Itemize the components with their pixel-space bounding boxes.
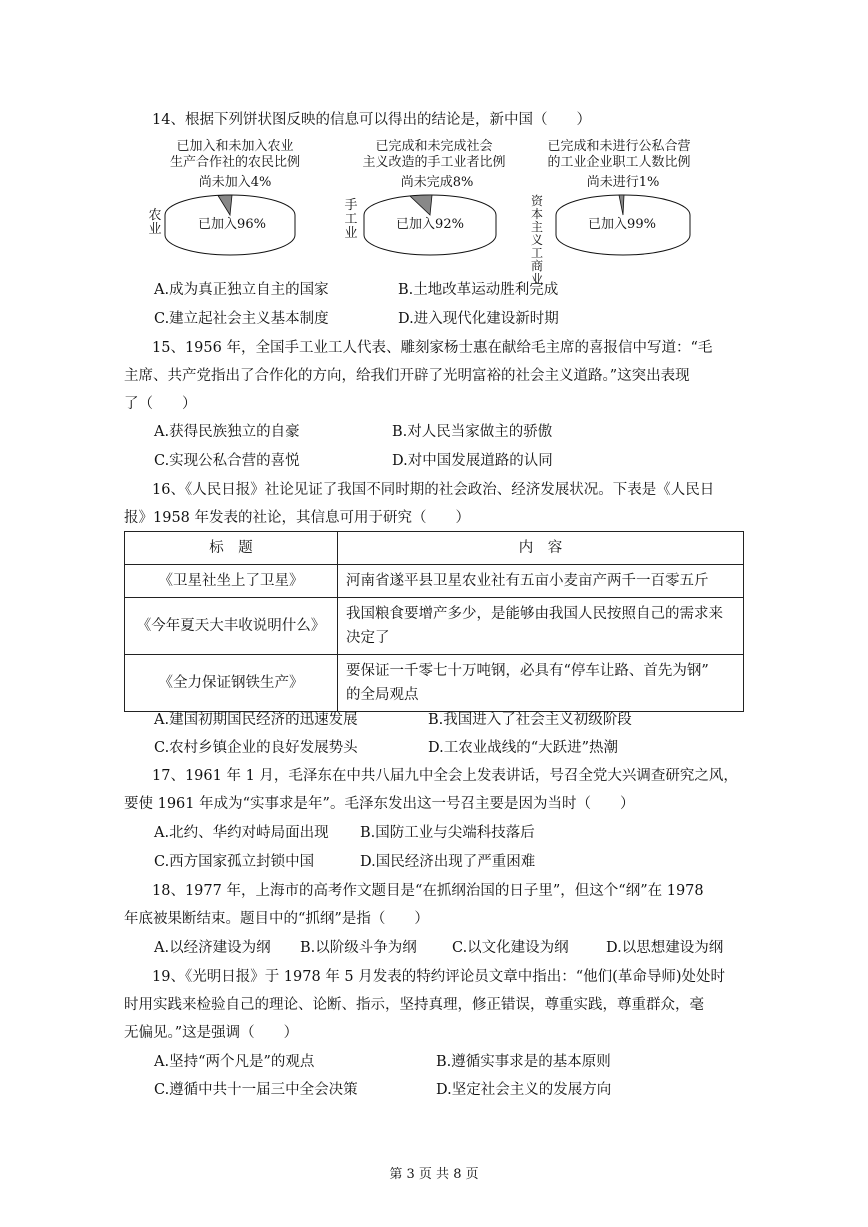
pie-caption-line1: 已加入和未加入农业 [176, 139, 294, 154]
content-line: 我国粮食要增产多少，是能够由我国人民按照自己的需求来 [346, 606, 723, 622]
content-line: 要保证一千零七十万吨钢，必具有“停车让路、首先为钢” [346, 663, 709, 679]
editorial-table [124, 531, 744, 712]
q16-option-b[interactable]: B.我国进入了社会主义初级阶段 [428, 712, 632, 728]
q15-stem-line1: 15、1956 年，全国手工业工人代表、雕刻家杨士惠在献给毛主席的喜报信中写道：“毛 [152, 340, 713, 356]
q17-option-b[interactable]: B.国防工业与尖端科技落后 [360, 825, 535, 841]
q19-option-b[interactable]: B.遵循实事求是的基本原则 [436, 1054, 611, 1070]
table-row [125, 655, 744, 712]
q19-stem-line2: 时用实践来检验自己的理论、论断、指示，坚持真理，修正错误，尊重实践，尊重群众，毫 [124, 997, 704, 1013]
pie-small-label: 尚未加入4% [198, 175, 272, 190]
q17-stem-line2: 要使 1961 年成为“实事求是年”。毛泽东发出这一号召主要是因为当时（ ） [124, 796, 635, 812]
q18-option-b[interactable]: B.以阶级斗争为纲 [300, 940, 417, 956]
table-cell-title: 《全力保证钢铁生产》 [125, 655, 338, 712]
q19-stem-line1: 19、《光明日报》于 1978 年 5 月发表的特约评论员文章中指出：“他们(革命导师)处处时 [152, 969, 725, 985]
table-cell-content [338, 565, 744, 598]
table-cell-title: 《卫星社坐上了卫星》 [125, 565, 338, 598]
q16-stem-line1: 16、《人民日报》社论见证了我国不同时期的社会政治、经济发展状况。下表是《人民日 [152, 482, 715, 498]
q16-option-d[interactable]: D.工农业战线的“大跃进”热潮 [428, 740, 619, 756]
q15-option-a[interactable]: A.获得民族独立的自豪 [154, 424, 300, 440]
pie-chart-agriculture [150, 139, 330, 263]
q18-stem-line2: 年底被果断结束。题目中的“抓纲”是指（ ） [124, 911, 429, 927]
q16-option-a[interactable]: A.建国初期国民经济的迅速发展 [154, 712, 358, 728]
table-header-content: 内 容 [338, 532, 744, 565]
pie-side-label: 资本主义工商业 [530, 194, 543, 286]
pie-big-label: 已加入99% [588, 217, 656, 232]
q17-stem-line1: 17、1961 年 1 月，毛泽东在中共八届九中全会上发表讲话，号召全党大兴调查研究之风， [152, 768, 738, 784]
q17-option-a[interactable]: A.北约、华约对峙局面出现 [154, 825, 329, 841]
q19-option-a[interactable]: A.坚持“两个凡是”的观点 [154, 1054, 315, 1070]
pie-side-label: 手工业 [344, 198, 358, 241]
q17-option-c[interactable]: C.西方国家孤立封锁中国 [154, 854, 315, 870]
q17-option-d[interactable]: D.国民经济出现了严重困难 [360, 854, 536, 870]
q19-option-d[interactable]: D.坚定社会主义的发展方向 [436, 1082, 612, 1098]
q16-option-c[interactable]: C.农村乡镇企业的良好发展势头 [154, 740, 358, 756]
pie-chart-capitalist-industry [524, 139, 706, 286]
pie-caption-line1: 已完成和未完成社会 [375, 139, 493, 154]
q16-stem-line2: 报》1958 年发表的社论，其信息可用于研究（ ） [124, 510, 471, 526]
q14-option-a[interactable]: A.成为真正独立自主的国家 [154, 282, 329, 298]
q15-stem-line2: 主席、共产党指出了合作化的方向，给我们开辟了光明富裕的社会主义道路。”这突出表现 [124, 368, 690, 384]
table-row [125, 598, 744, 655]
pie-chart-handicraft [342, 139, 522, 263]
q15-option-d[interactable]: D.对中国发展道路的认同 [392, 453, 553, 469]
q19-option-c[interactable]: C.遵循中共十一届三中全会决策 [154, 1082, 358, 1098]
q14-option-d[interactable]: D.进入现代化建设新时期 [398, 311, 559, 327]
q15-stem-line3: 了（ ） [124, 396, 197, 412]
content-line: 决定了 [346, 630, 390, 646]
pie-caption-line2: 主义改造的手工业者比例 [362, 155, 506, 170]
table-header-row [125, 532, 744, 565]
q14-option-b[interactable]: B.土地改革运动胜利完成 [398, 282, 559, 298]
pie-caption-line2: 生产合作社的农民比例 [169, 155, 300, 170]
q14-stem: 14、根据下列饼状图反映的信息可以得出的结论是，新中国（ ） [152, 112, 591, 128]
q15-option-c[interactable]: C.实现公私合营的喜悦 [154, 453, 300, 469]
content-line: 的全局观点 [346, 687, 419, 703]
table-cell-title: 《今年夏天大丰收说明什么》 [125, 598, 338, 655]
pie-small-label: 尚未完成8% [400, 175, 474, 190]
pie-caption-line1: 已完成和未进行公私合营 [547, 139, 691, 154]
pie-chart-figure [148, 139, 706, 286]
q18-option-d[interactable]: D.以思想建设为纲 [606, 940, 724, 956]
q18-stem-line1: 18、1977 年，上海市的高考作文题目是“在抓纲治国的日子里”，但这个“纲”在 1978 [152, 883, 704, 899]
table-cell-content [338, 598, 744, 655]
q18-option-c[interactable]: C.以文化建设为纲 [452, 940, 569, 956]
table-header-title: 标 题 [125, 532, 338, 565]
table-cell-content [338, 655, 744, 712]
page-footer: 第 3 页 共 8 页 [389, 1167, 479, 1182]
content-line: 河南省遂平县卫星农业社有五亩小麦亩产两千一百零五斤 [346, 573, 709, 589]
pie-small-label: 尚未进行1% [586, 175, 660, 190]
pie-side-label: 农业 [148, 208, 162, 237]
q14-option-c[interactable]: C.建立起社会主义基本制度 [154, 311, 329, 327]
pie-big-label: 已加入92% [396, 217, 464, 232]
q18-option-a[interactable]: A.以经济建设为纲 [154, 940, 271, 956]
pie-caption-line2: 的工业企业职工人数比例 [547, 155, 691, 170]
table-row [125, 565, 744, 598]
pie-big-label: 已加入96% [198, 217, 266, 232]
q19-stem-line3: 无偏见。”这是强调（ ） [124, 1025, 299, 1041]
q15-option-b[interactable]: B.对人民当家做主的骄傲 [392, 424, 553, 440]
